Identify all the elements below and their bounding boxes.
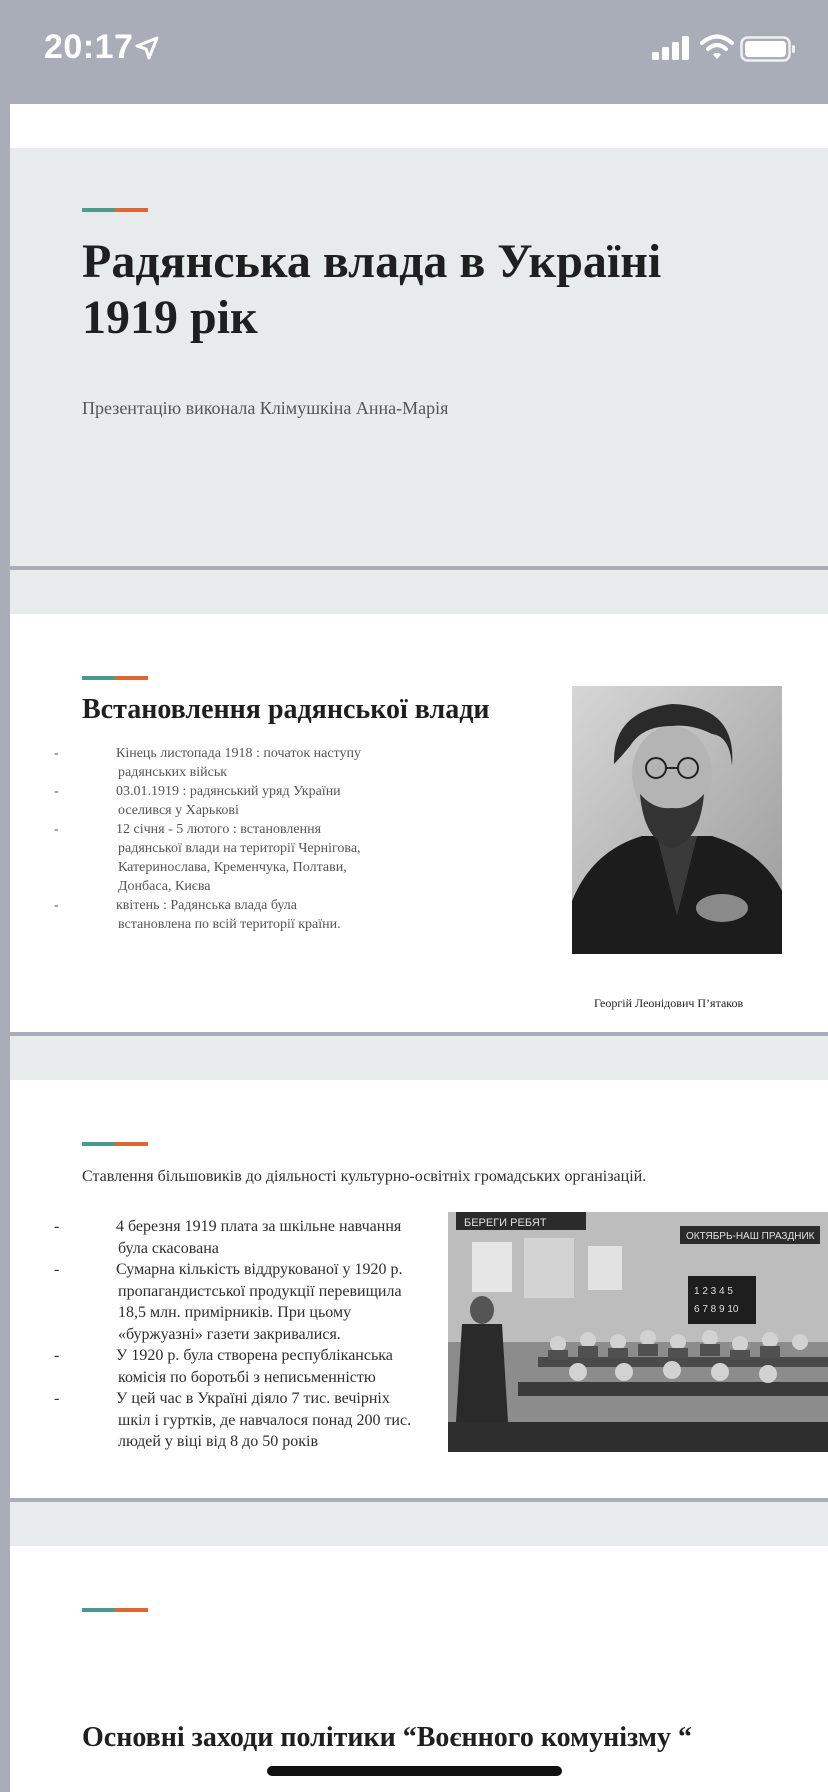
slide-heading: Ставлення більшовиків до діяльності культурно-освітніх громадських організацій. [82,1168,647,1185]
slide-3-body [10,1080,828,1498]
accent-line [82,676,148,680]
photo-sign-2: ОКТЯБРЬ-НАШ ПРАЗДНИК [686,1231,815,1242]
home-indicator[interactable] [267,1766,562,1776]
status-bar [0,0,828,104]
slide-title[interactable] [10,104,828,566]
list-item: - Сумарна кількість віддрукованої у 1920 р. пропагандистської продукції перевищила 18,5 млн. примірників. При цьому «буржуазні» газети закривалися. [54,1261,403,1343]
accent-line [82,208,148,212]
title-line-2: 1919 рік [82,291,258,344]
title-slide-body [10,148,828,566]
slide-education[interactable] [10,1036,828,1498]
cellular-signal-icon [652,36,690,60]
bullet-list [54,1216,444,1453]
board-line-2: 6 7 8 9 10 [694,1304,739,1315]
list-item: - 12 січня - 5 лютого : встановлення радянської влади на території Чернігова, Катеринослава, Кременчука, Полтави, Донбаса, Києва [54,822,361,894]
document-viewer[interactable] [10,104,828,1792]
presentation-title [82,234,782,346]
slide-top-margin [10,104,828,148]
slide-2-body [10,614,828,1032]
classroom-illustration [448,1212,828,1452]
board-line-1: 1 2 3 4 5 [694,1286,733,1297]
bullet-list [54,744,434,934]
location-arrow-icon [134,35,160,61]
slide-war-communism[interactable] [10,1502,828,1792]
slide-4-body [10,1546,828,1792]
list-item: - У 1920 р. була створена республіканська комісія по боротьбі з неписьменністю [54,1347,393,1386]
slide-top-margin [10,1036,828,1080]
portrait-photo [572,686,782,954]
wifi-icon [700,34,734,60]
list-item: - Кінець листопада 1918 : початок наступу радянських військ [54,746,361,780]
list-item: - 4 березня 1919 плата за шкільне навчання була скасована [54,1218,402,1257]
title-line-1: Радянська влада в Україні [82,235,662,288]
list-item: - 03.01.1919 : радянський уряд України оселився у Харькові [54,784,341,818]
presentation-author: Презентацію виконала Клімушкіна Анна-Марія [82,398,449,418]
slide-soviet-power[interactable] [10,570,828,1032]
portrait-illustration [572,686,782,954]
battery-icon [740,36,796,62]
slide-heading: Встановлення радянської влади [82,694,490,725]
status-time: 20:17 [44,28,134,66]
photo-caption: Георгій Леонідович П’ятаков [594,996,744,1010]
slide-top-margin [10,570,828,614]
slide-heading: Основні заходи політики “Воєнного комунізму “ [82,1722,692,1753]
list-item: - У цей час в Україні діяло 7 тис. вечірніх шкіл і гуртків, де навчалося понад 200 тис. людей у віці від 8 до 50 років [54,1390,412,1450]
photo-sign-1: БЕРЕГИ РЕБЯТ [464,1217,547,1229]
slide-top-margin [10,1502,828,1546]
accent-line [82,1608,148,1612]
accent-line [82,1142,148,1146]
classroom-photo [448,1212,828,1452]
list-item: - квітень : Радянська влада була встановлена по всій території країни. [54,898,341,932]
